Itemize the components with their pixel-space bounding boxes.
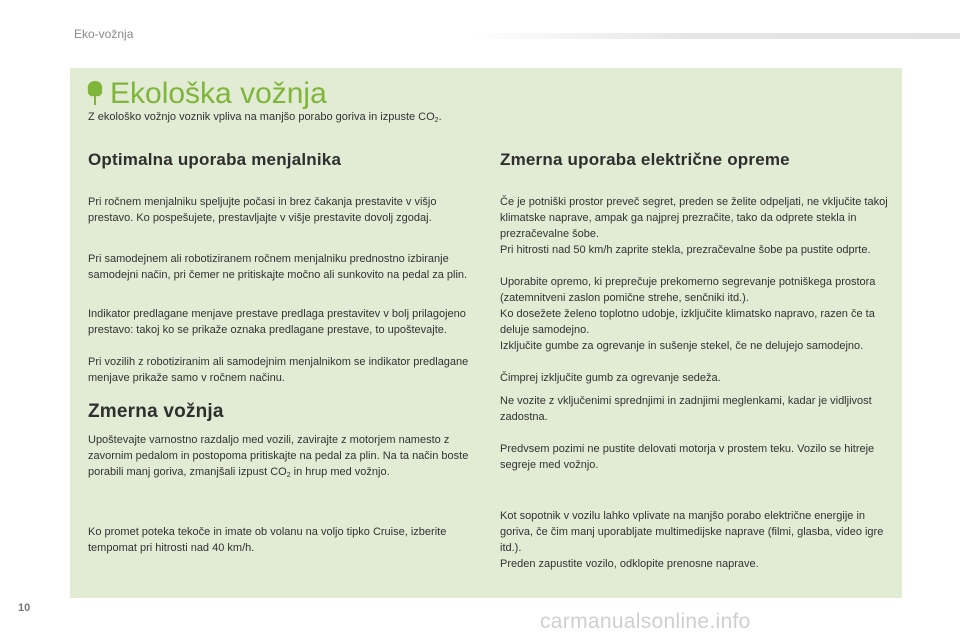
gearbox-paragraph-2: Pri samodejnem ali robotiziranem ročnem menjalniku prednostno izbiranje samodejni način, pri čemer ne pritiskajte močno ali sunkovito na pedal za plin. <box>88 253 468 281</box>
page-title: Ekološka vožnja <box>110 77 327 110</box>
intro-text: Z ekološko vožnjo voznik vpliva na manjšo porabo goriva in izpuste $CO_2$. <box>88 111 442 124</box>
header-rule <box>470 33 960 39</box>
gearbox-paragraph-1: Pri ročnem menjalniku speljujte počasi in brez čakanja prestavite v višjo prestavo. Ko pospešujete, prestavljajte v višje prestavite dovolj zgodaj. <box>88 196 437 224</box>
gearbox-paragraph-3a: Indikator predlagane menjave prestave predlaga prestavitev v bolj prilagojeno prestavo: takoj ko se prikaže oznaka predlagane prestave, to upoštevajte. <box>88 308 466 336</box>
electrical-paragraph-1b: Pri hitrosti nad 50 km/h zaprite stekla, prezračevalne šobe pa pustite odprte. <box>500 244 871 256</box>
electrical-paragraph-4a: Kot sopotnik v vozilu lahko vplivate na manjšo porabo električne energije in goriva, če čim manj uporabljate multimedijske naprave (filmi, glasba, video igre itd.). <box>500 510 884 554</box>
electrical-paragraph-3: Predvsem pozimi ne pustite delovati motorja v prostem teku. Vozilo se hitreje segreje med vožnjo. <box>500 443 875 471</box>
heading-gearbox: Optimalna uporaba menjalnika <box>88 150 342 169</box>
heading-electrical: Zmerna uporaba električne opreme <box>500 150 790 169</box>
heading-moderate-driving: Zmerna vožnja <box>88 401 224 422</box>
electrical-paragraph-1e: Izključite gumbe za ogrevanje in sušenje stekel, če ne delujejo samodejno. <box>500 340 864 352</box>
gearbox-paragraph-3b: Pri vozilih z robotiziranim ali samodejnim menjalnikom se indikator predlagane menjave prikaže samo v ročnem načinu. <box>88 356 469 384</box>
driving-paragraph-1: Upoštevajte varnostno razdaljo med vozili, zavirajte z motorjem namesto z zavornim pedalom in postopoma pritiskajte na pedal za plin. Na ta način boste porabili manj goriva, zmanjšali izpust $CO_2$ in hrup med vožnjo. <box>88 434 469 479</box>
electrical-paragraph-1a: Če je potniški prostor preveč segret, preden se želite odpeljati, ne vključite takoj klimatske naprave, ampak ga najprej prezračite, tako da odprete stekla in prezračevalne šobe. <box>500 196 888 240</box>
electrical-paragraph-2: Ne vozite z vključenimi sprednjimi in zadnjimi meglenkami, kadar je vidljivost zadostna. <box>500 395 872 423</box>
page-number: 10 <box>18 602 31 614</box>
electrical-paragraph-1f: Čimprej izključite gumb za ogrevanje sedeža. <box>500 372 721 384</box>
watermark: carmanualsonline.info <box>540 610 751 633</box>
electrical-paragraph-1c: Uporabite opremo, ki preprečuje prekomerno segrevanje potniškega prostora (zatemnitveni zaslon pomične strehe, senčniki itd.). <box>500 276 876 304</box>
tree-icon <box>86 80 104 106</box>
section-tab: Eko-vožnja <box>74 27 134 41</box>
driving-paragraph-2: Ko promet poteka tekoče in imate ob volanu na voljo tipko Cruise, izberite tempomat pri hitrosti nad 40 km/h. <box>88 526 447 554</box>
electrical-paragraph-4b: Preden zapustite vozilo, odklopite prenosne naprave. <box>500 558 759 570</box>
electrical-paragraph-1d: Ko dosežete želeno toplotno udobje, izključite klimatsko napravo, razen če ta deluje samodejno. <box>500 308 875 336</box>
